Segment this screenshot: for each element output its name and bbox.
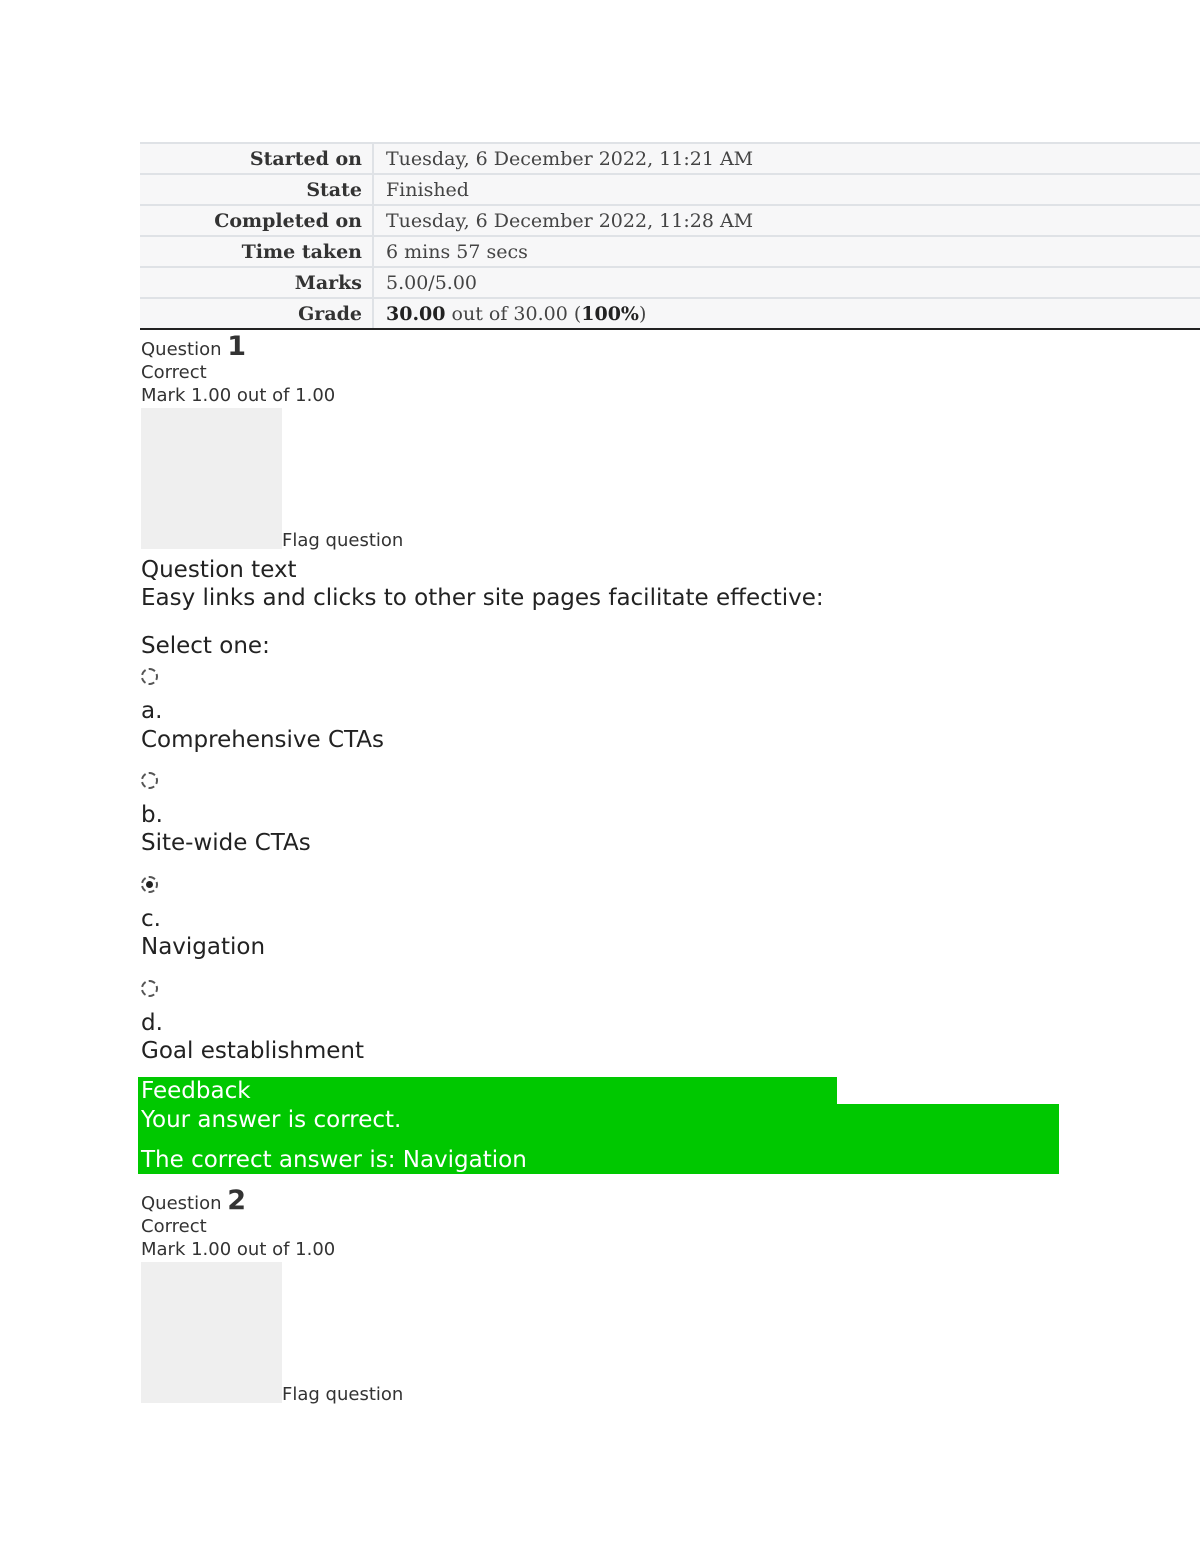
- flag-question-label[interactable]: Flag question: [282, 1384, 404, 1405]
- summary-value: 5.00/5.00: [373, 267, 1200, 298]
- option-letter: b.: [141, 802, 163, 828]
- flag-question[interactable]: [141, 1262, 403, 1403]
- option-text: Comprehensive CTAs: [141, 727, 385, 753]
- summary-row-grade: [140, 298, 1200, 329]
- feedback-heading: Feedback: [141, 1078, 251, 1104]
- question-mark: Mark 1.00 out of 1.00: [141, 385, 336, 406]
- question-mark: Mark 1.00 out of 1.00: [141, 1239, 336, 1260]
- option-text: Goal establishment: [141, 1038, 365, 1064]
- option-text: Site-wide CTAs: [141, 830, 311, 856]
- option-letter: c.: [141, 906, 161, 932]
- radio-button[interactable]: [141, 980, 158, 997]
- radio-button-selected[interactable]: [141, 876, 158, 893]
- answer-option-a[interactable]: [141, 668, 158, 689]
- flag-question[interactable]: [141, 408, 403, 549]
- flag-icon[interactable]: [141, 1262, 282, 1403]
- flag-question-label[interactable]: Flag question: [282, 530, 404, 551]
- feedback-correct: Your answer is correct.: [141, 1107, 402, 1133]
- summary-label: Marks: [140, 267, 373, 298]
- feedback-correct-answer: The correct answer is: Navigation: [141, 1147, 527, 1173]
- summary-row-marks: [140, 267, 1200, 298]
- summary-value: Tuesday, 6 December 2022, 11:21 AM: [373, 143, 1200, 174]
- option-text: Navigation: [141, 934, 266, 960]
- option-letter: d.: [141, 1010, 163, 1036]
- summary-label: State: [140, 174, 373, 205]
- question-status: Correct: [141, 362, 207, 383]
- flag-icon[interactable]: [141, 408, 282, 549]
- summary-label: Completed on: [140, 205, 373, 236]
- question-number: 1: [227, 331, 247, 362]
- summary-row-started: [140, 143, 1200, 174]
- summary-label: Started on: [140, 143, 373, 174]
- radio-button[interactable]: [141, 668, 158, 685]
- select-one-label: Select one:: [141, 633, 270, 659]
- grade-score: 30.00: [386, 302, 446, 325]
- summary-row-completed: [140, 205, 1200, 236]
- question-2-info: [141, 1185, 404, 1405]
- answer-option-c[interactable]: [141, 876, 158, 897]
- question-label: Question: [141, 339, 222, 360]
- answer-option-b[interactable]: [141, 772, 158, 793]
- radio-button[interactable]: [141, 772, 158, 789]
- summary-value: 6 mins 57 secs: [373, 236, 1200, 267]
- question-status: Correct: [141, 1216, 207, 1237]
- question-text: Easy links and clicks to other site pages facilitate effective:: [141, 585, 824, 611]
- summary-value: 30.00 out of 30.00 (100%): [373, 298, 1200, 329]
- question-label: Question: [141, 1193, 222, 1214]
- option-letter: a.: [141, 698, 163, 724]
- grade-out-of: out of 30.00: [451, 302, 568, 325]
- grade-percent: 100%: [581, 302, 639, 325]
- attempt-summary-table: [140, 142, 1200, 330]
- question-text-heading: Question text: [141, 557, 297, 583]
- question-1-info: [141, 331, 404, 551]
- summary-label: Grade: [140, 298, 373, 329]
- summary-label: Time taken: [140, 236, 373, 267]
- summary-row-state: [140, 174, 1200, 205]
- summary-value: Finished: [373, 174, 1200, 205]
- summary-value: Tuesday, 6 December 2022, 11:28 AM: [373, 205, 1200, 236]
- answer-option-d[interactable]: [141, 980, 158, 1001]
- question-number: 2: [227, 1185, 247, 1216]
- summary-row-time: [140, 236, 1200, 267]
